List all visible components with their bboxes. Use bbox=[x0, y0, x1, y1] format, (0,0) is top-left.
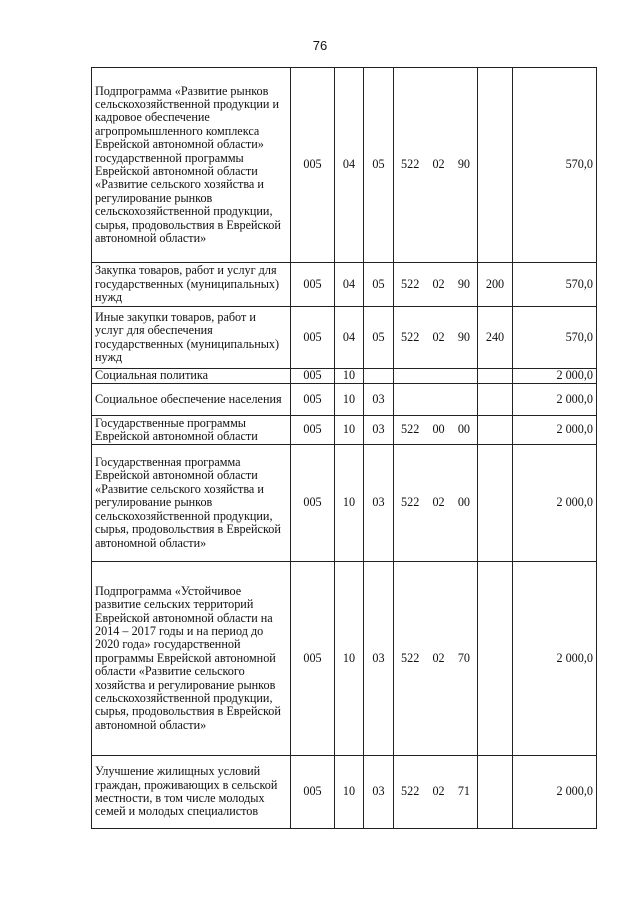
section-code-cell: 10 bbox=[335, 369, 364, 384]
expense-type-cell bbox=[478, 445, 513, 562]
target-article-part: 02 bbox=[432, 495, 445, 510]
table-row bbox=[92, 68, 597, 263]
section-code-cell: 10 bbox=[335, 416, 364, 445]
row-name-cell: Государственные программы Еврейской автономной области bbox=[92, 416, 291, 445]
amount-cell: 2 000,0 bbox=[513, 756, 597, 829]
target-article-part: 90 bbox=[457, 329, 470, 344]
section-code-cell: 04 bbox=[335, 263, 364, 307]
target-article-cell bbox=[394, 562, 478, 756]
target-article-cell bbox=[394, 756, 478, 829]
expense-type-cell: 200 bbox=[478, 263, 513, 307]
expense-type-cell bbox=[478, 68, 513, 263]
target-article-cell bbox=[394, 416, 478, 445]
budget-table bbox=[91, 67, 597, 829]
table-row bbox=[92, 384, 597, 416]
target-article-part: 522 bbox=[401, 157, 420, 172]
ministry-code-cell: 005 bbox=[291, 307, 335, 369]
target-article-part: 90 bbox=[457, 157, 470, 172]
ministry-code-cell: 005 bbox=[291, 756, 335, 829]
subsection-code-cell: 05 bbox=[364, 307, 394, 369]
section-code-cell: 10 bbox=[335, 562, 364, 756]
amount-cell: 2 000,0 bbox=[513, 562, 597, 756]
budget-table-body bbox=[92, 68, 597, 829]
target-article-cell bbox=[394, 68, 478, 263]
amount-cell: 2 000,0 bbox=[513, 384, 597, 416]
ministry-code-cell: 005 bbox=[291, 416, 335, 445]
expense-type-cell bbox=[478, 756, 513, 829]
expense-type-cell: 240 bbox=[478, 307, 513, 369]
section-code-cell: 10 bbox=[335, 445, 364, 562]
ministry-code-cell: 005 bbox=[291, 263, 335, 307]
expense-type-cell bbox=[478, 384, 513, 416]
subsection-code-cell: 05 bbox=[364, 68, 394, 263]
table-row bbox=[92, 307, 597, 369]
target-article-part: 70 bbox=[457, 650, 470, 665]
target-article-part: 90 bbox=[457, 276, 470, 291]
target-article-part: 02 bbox=[432, 276, 445, 291]
target-article-part: 522 bbox=[401, 422, 420, 437]
ministry-code-cell: 005 bbox=[291, 369, 335, 384]
section-code-cell: 10 bbox=[335, 756, 364, 829]
expense-type-cell bbox=[478, 562, 513, 756]
target-article-part: 522 bbox=[401, 329, 420, 344]
amount-cell: 2 000,0 bbox=[513, 445, 597, 562]
subsection-code-cell: 03 bbox=[364, 562, 394, 756]
target-article-part: 522 bbox=[401, 276, 420, 291]
amount-cell: 2 000,0 bbox=[513, 416, 597, 445]
expense-type-cell bbox=[478, 369, 513, 384]
amount-cell: 570,0 bbox=[513, 68, 597, 263]
ministry-code-cell: 005 bbox=[291, 384, 335, 416]
expense-type-cell bbox=[478, 416, 513, 445]
subsection-code-cell: 03 bbox=[364, 384, 394, 416]
amount-cell: 570,0 bbox=[513, 307, 597, 369]
table-row bbox=[92, 756, 597, 829]
amount-cell: 570,0 bbox=[513, 263, 597, 307]
target-article-cell bbox=[394, 384, 478, 416]
target-article-part: 00 bbox=[457, 495, 470, 510]
row-name-cell: Иные закупки товаров, работ и услуг для обеспечения государственных (муниципальных) нужд bbox=[92, 307, 291, 369]
ministry-code-cell: 005 bbox=[291, 562, 335, 756]
row-name-cell: Социальная политика bbox=[92, 369, 291, 384]
amount-cell: 2 000,0 bbox=[513, 369, 597, 384]
subsection-code-cell: 03 bbox=[364, 756, 394, 829]
subsection-code-cell: 03 bbox=[364, 445, 394, 562]
row-name-cell: Государственная программа Еврейской автономной области «Развитие сельского хозяйства и регулирование рынков сельскохозяйственной продукции, сырья, продовольствия в Еврейской автономной области» bbox=[92, 445, 291, 562]
subsection-code-cell: 03 bbox=[364, 416, 394, 445]
section-code-cell: 10 bbox=[335, 384, 364, 416]
target-article-part: 522 bbox=[401, 784, 420, 799]
target-article-cell bbox=[394, 445, 478, 562]
target-article-part: 02 bbox=[432, 157, 445, 172]
table-row bbox=[92, 562, 597, 756]
target-article-part: 522 bbox=[401, 650, 420, 665]
target-article-part: 00 bbox=[457, 422, 470, 437]
subsection-code-cell bbox=[364, 369, 394, 384]
subsection-code-cell: 05 bbox=[364, 263, 394, 307]
row-name-cell: Закупка товаров, работ и услуг для государственных (муниципальных) нужд bbox=[92, 263, 291, 307]
row-name-cell: Социальное обеспечение населения bbox=[92, 384, 291, 416]
target-article-part: 00 bbox=[432, 422, 445, 437]
row-name-cell: Подпрограмма «Развитие рынков сельскохозяйственной продукции и кадровое обеспечение агропромышленного комплекса Еврейской автономной области» государственной программы Еврейской автономной области «Развитие сельского хозяйства и регулирование рынков сельскохозяйственной продукции, сырья, продовольствия в Еврейской автономной области» bbox=[92, 68, 291, 263]
target-article-part: 71 bbox=[457, 784, 470, 799]
table-row bbox=[92, 416, 597, 445]
ministry-code-cell: 005 bbox=[291, 68, 335, 263]
target-article-cell bbox=[394, 369, 478, 384]
ministry-code-cell: 005 bbox=[291, 445, 335, 562]
table-row bbox=[92, 369, 597, 384]
target-article-cell bbox=[394, 307, 478, 369]
row-name-cell: Улучшение жилищных условий граждан, проживающих в сельской местности, в том числе молодых семей и молодых специалистов bbox=[92, 756, 291, 829]
table-row bbox=[92, 263, 597, 307]
target-article-part: 02 bbox=[432, 650, 445, 665]
row-name-cell: Подпрограмма «Устойчивое развитие сельских территорий Еврейской автономной области на 2014 – 2017 годы и на период до 2020 года» государственной программы Еврейской автономной области «Развитие сельского хозяйства и регулирование рынков сельскохозяйственной продукции, сырья, продовольствия в Еврейской автономной области» bbox=[92, 562, 291, 756]
table-row bbox=[92, 445, 597, 562]
target-article-part: 02 bbox=[432, 784, 445, 799]
target-article-part: 522 bbox=[401, 495, 420, 510]
section-code-cell: 04 bbox=[335, 307, 364, 369]
page-number: 76 bbox=[312, 38, 328, 53]
section-code-cell: 04 bbox=[335, 68, 364, 263]
target-article-cell bbox=[394, 263, 478, 307]
target-article-part: 02 bbox=[432, 329, 445, 344]
